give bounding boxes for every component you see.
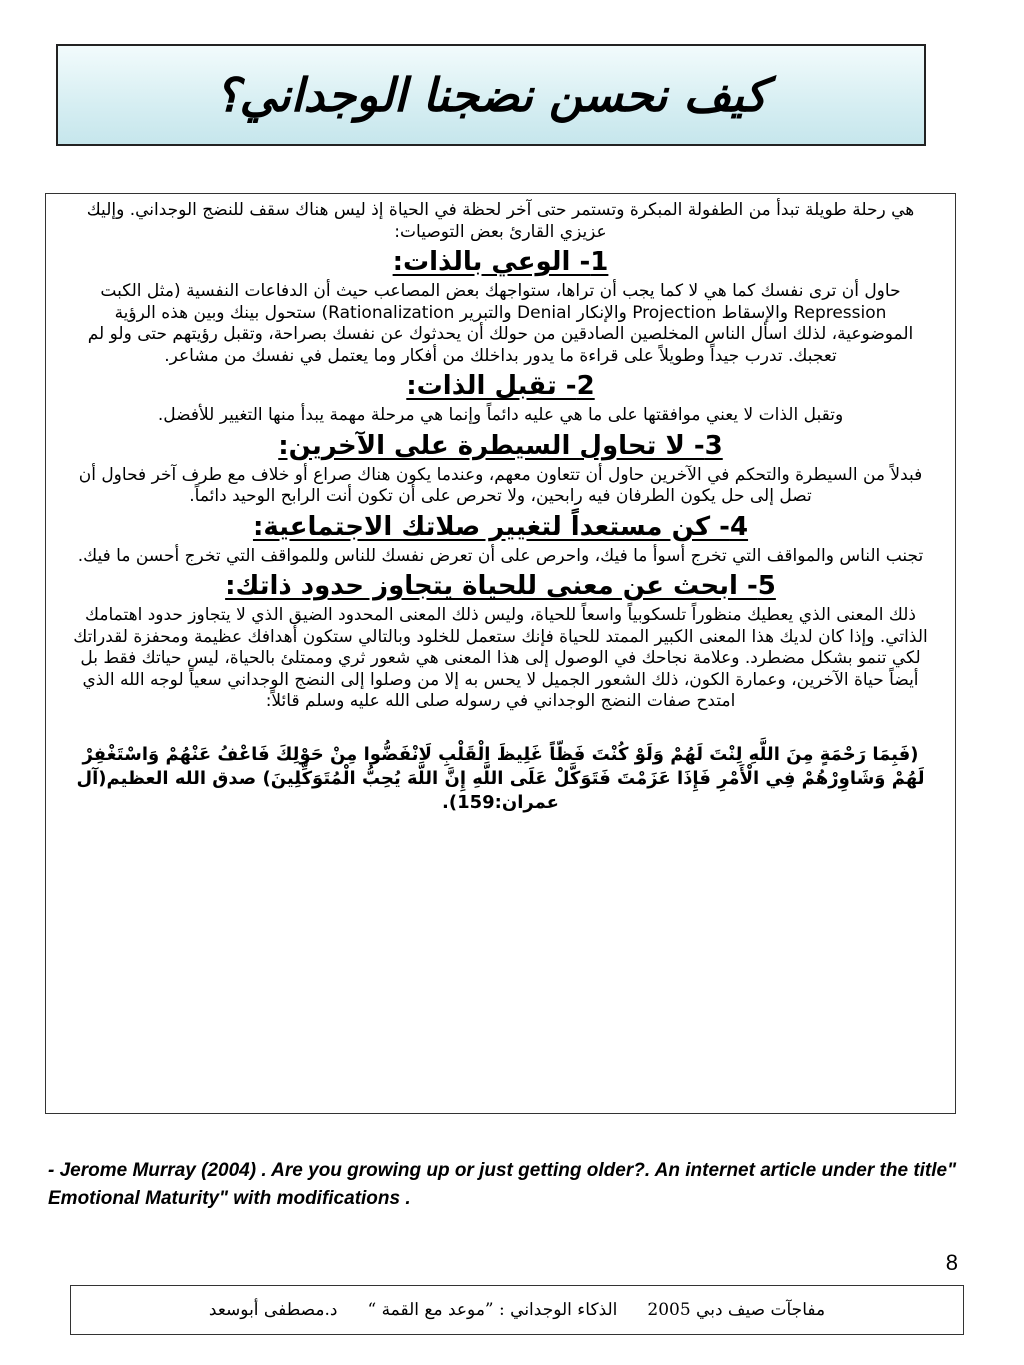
section-heading-1: 1- الوعي بالذات:: [392, 247, 609, 277]
footer-author: د.مصطفى أبوسعد: [208, 1300, 338, 1320]
footer-bar: [70, 1285, 964, 1335]
section-body-4: تجنب الناس والمواقف التي تخرج أسوأ ما فيك، واحرص على أن تعرض نفسك للناس وللمواقف التي تخرج أحسن ما فيك.: [77, 545, 924, 566]
page-number: 8: [945, 1250, 958, 1275]
footer-topic: الذكاء الوجداني : ”موعد مع القمة “: [367, 1300, 618, 1320]
section-heading-2: 2- تقبل الذات:: [406, 371, 595, 401]
section-heading-5: 5- ابحث عن معنى للحياة يتجاوز حدود ذاتك:: [225, 571, 776, 601]
section-body-5: ذلك المعنى الذي يعطيك منظوراً تلسكوبياً واسعاً للحياة، وليس ذلك المعنى المحدود الضيق الذي لا يتجاوز حدود اهتمامك الذاتي. وإذا كان لديك هذا المعنى الكبير الممتد للحياة فإنك ستعمل للخلود وبالتالي ستكون أهدافك عظيمة ومحفزة لقدراتك لكي تنمو بشكل مضطرد. وعلامة نجاحك في الوصول إلى هذا المعنى هي شعور ثري وممتلئ بالحياة، ليس حياتك فقط بل أيضاً حياة الآخرين، وعمارة الكون، ذلك الشعور الجميل لا يحس به إلا من وصلوا إلى النضج الوجداني سعياً لوجه الله الذي امتدح صفات النضج الوجداني في رسوله صلى الله عليه وسلم قائلاً:: [73, 605, 928, 711]
title-banner: [56, 44, 926, 146]
quran-verse: (فَبِمَا رَحْمَةٍ مِنَ اللَّهِ لِنْتَ لَهُمْ وَلَوْ كُنْتَ فَظّاً غَلِيظَ الْقَلْبِ لَانْفَضُّوا مِنْ حَوْلِكَ فَاعْفُ عَنْهُمْ وَاسْتَغْفِرْ لَهُمْ وَشَاوِرْهُمْ فِي الْأَمْرِ فَإِذَا عَزَمْتَ فَتَوَكَّلْ عَلَى اللَّهِ إِنَّ اللَّهَ يُحِبُّ الْمُتَوَكِّلِينَ) صدق الله العظيم(آل عمران:159).: [76, 743, 925, 813]
footer-event: مفاجآت صيف دبي 2005: [647, 1300, 826, 1320]
section-heading-3: 3- لا تحاول السيطرة على الآخرين:: [278, 430, 723, 461]
reference-citation: - Jerome Murray (2004) . Are you growing up or just getting older?. An internet article under the title" Emotional Maturity" with modifications .: [48, 1160, 957, 1209]
section-body-1: حاول أن ترى نفسك كما هي لا كما يجب أن تراها، ستواجهك بعض المصاعب حيث أن الدفاعات النفسية (مثل الكبت Repression والإسقاط Projection والإنكار Denial والتبرير Rationalization) ستحول بينك وبين هذه الرؤية الموضوعية، لذلك اسأل الناس المخلصين الصادقين من حولك أن يحدثوك عن نفسك بصراحة، وتقبل رؤيتهم حتى ولو لم تعجبك. تدرب جيداً وطويلاً على قراءة ما يدور بداخلك من أفكار وما يعتمل في نفسك من مشاعر.: [87, 281, 914, 366]
page-title: كيف نحسن نضجنا الوجداني؟: [215, 68, 767, 122]
section-body-3: فبدلاً من السيطرة والتحكم في الآخرين حاول أن تتعاون معهم، وعندما يكون هناك صراع أو خلاف مع طرف آخر فحاول أن تصل إلى حل يكون الطرفان فيه رابحين، ولا تحرص على أن تكون أنت الرابح الوحيد دائماً.: [78, 464, 923, 506]
section-body-2: وتقبل الذات لا يعني موافقتها على ما هي عليه دائماً وإنما هي مرحلة مهمة يبدأ منها التغيير للأفضل.: [157, 405, 844, 425]
section-heading-4: 4- كن مستعداً لتغيير صلاتك الاجتماعية:: [252, 511, 749, 542]
content-box: [45, 193, 956, 1114]
intro-paragraph: هي رحلة طويلة تبدأ من الطفولة المبكرة وتستمر حتى آخر لحظة في الحياة إذ ليس هناك سقف للنضج الوجداني. وإليك عزيزي القارئ بعض التوصيات:: [86, 200, 915, 242]
